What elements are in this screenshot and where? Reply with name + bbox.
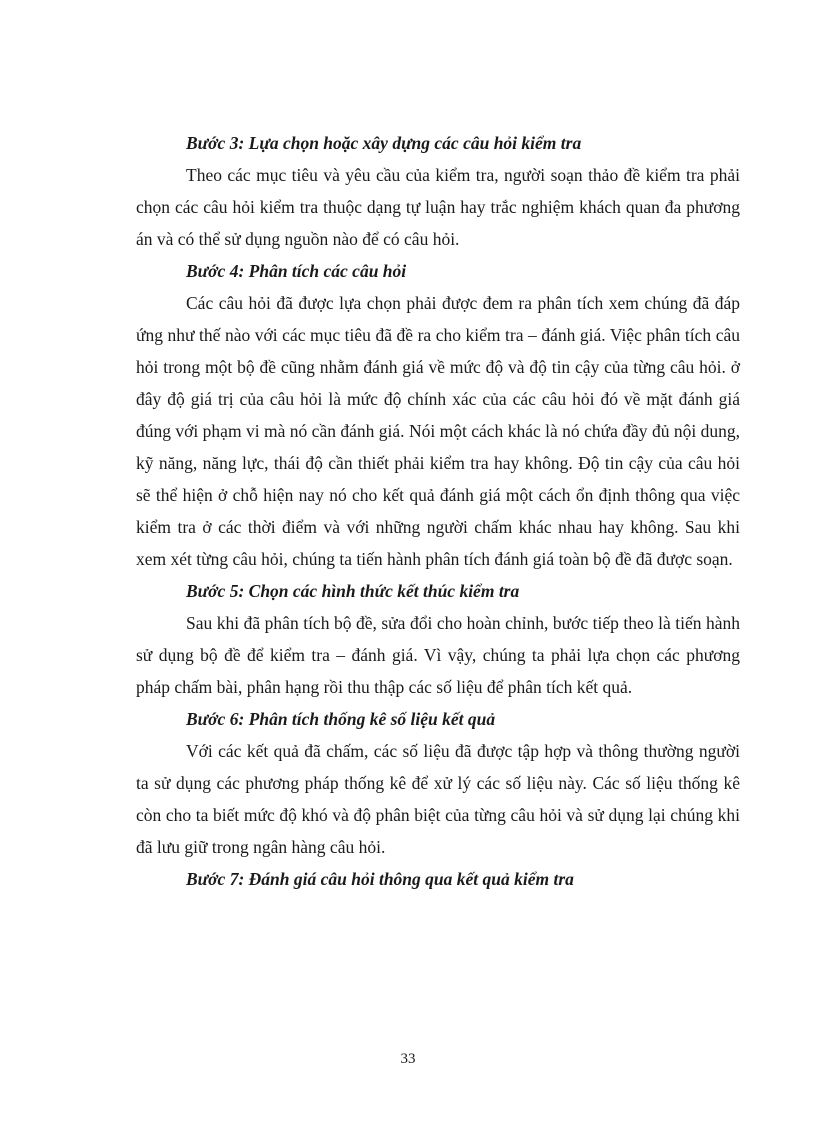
step-4-heading: Bước 4: Phân tích các câu hỏi: [186, 261, 407, 281]
step-6-heading: Bước 6: Phân tích thống kê số liệu kết quả: [186, 709, 496, 729]
step-4-paragraph: Các câu hỏi đã được lựa chọn phải được đem ra phân tích xem chúng đã đáp ứng như thế nào với các mục tiêu đã đề ra cho kiểm tra – đánh giá. Việc phân tích câu hỏi trong một bộ đề cũng nhằm đánh giá về mức độ và độ tin cậy của từng câu hỏi. ở đây độ giá trị của câu hỏi là mức độ chính xác của các câu hỏi đó về mặt đánh giá đúng với phạm vi mà nó cần đánh giá. Nói một cách khác là nó chứa đầy đủ nội dung, kỹ năng, năng lực, thái độ cần thiết phải kiểm tra hay không. Độ tin cậy của câu hỏi sẽ thể hiện ở chỗ hiện nay nó cho kết quả đánh giá một cách ổn định thông qua việc kiểm tra ở các thời điểm và với những người chấm khác nhau hay không. Sau khi xem xét từng câu hỏi, chúng ta tiến hành phân tích đánh giá toàn bộ đề đã được soạn.: [136, 293, 740, 569]
step-5-paragraph: Sau khi đã phân tích bộ đề, sửa đổi cho hoàn chỉnh, bước tiếp theo là tiến hành sử dụng bộ đề để kiểm tra – đánh giá. Vì vậy, chúng ta phải lựa chọn các phương pháp chấm bài, phân hạng rồi thu thập các số liệu để phân tích kết quả.: [136, 613, 740, 697]
step-7-heading: Bước 7: Đánh giá câu hỏi thông qua kết quả kiểm tra: [186, 869, 574, 889]
step-3-paragraph: Theo các mục tiêu và yêu cầu của kiểm tra, người soạn thảo đề kiểm tra phải chọn các câu hỏi kiểm tra thuộc dạng tự luận hay trắc nghiệm khách quan đa phương án và có thể sử dụng nguồn nào để có câu hỏi.: [136, 165, 740, 249]
step-3-heading: Bước 3: Lựa chọn hoặc xây dựng các câu hỏi kiểm tra: [186, 133, 582, 153]
step-6-paragraph: Với các kết quả đã chấm, các số liệu đã được tập hợp và thông thường người ta sử dụng các phương pháp thống kê để xử lý các số liệu này. Các số liệu thống kê còn cho ta biết mức độ khó và độ phân biệt của từng câu hỏi và sử dụng lại chúng khi đã lưu giữ trong ngân hàng câu hỏi.: [136, 741, 740, 857]
page-content: [136, 127, 740, 895]
page-number: 33: [400, 1051, 416, 1067]
step-5-heading: Bước 5: Chọn các hình thức kết thúc kiểm tra: [186, 581, 520, 601]
